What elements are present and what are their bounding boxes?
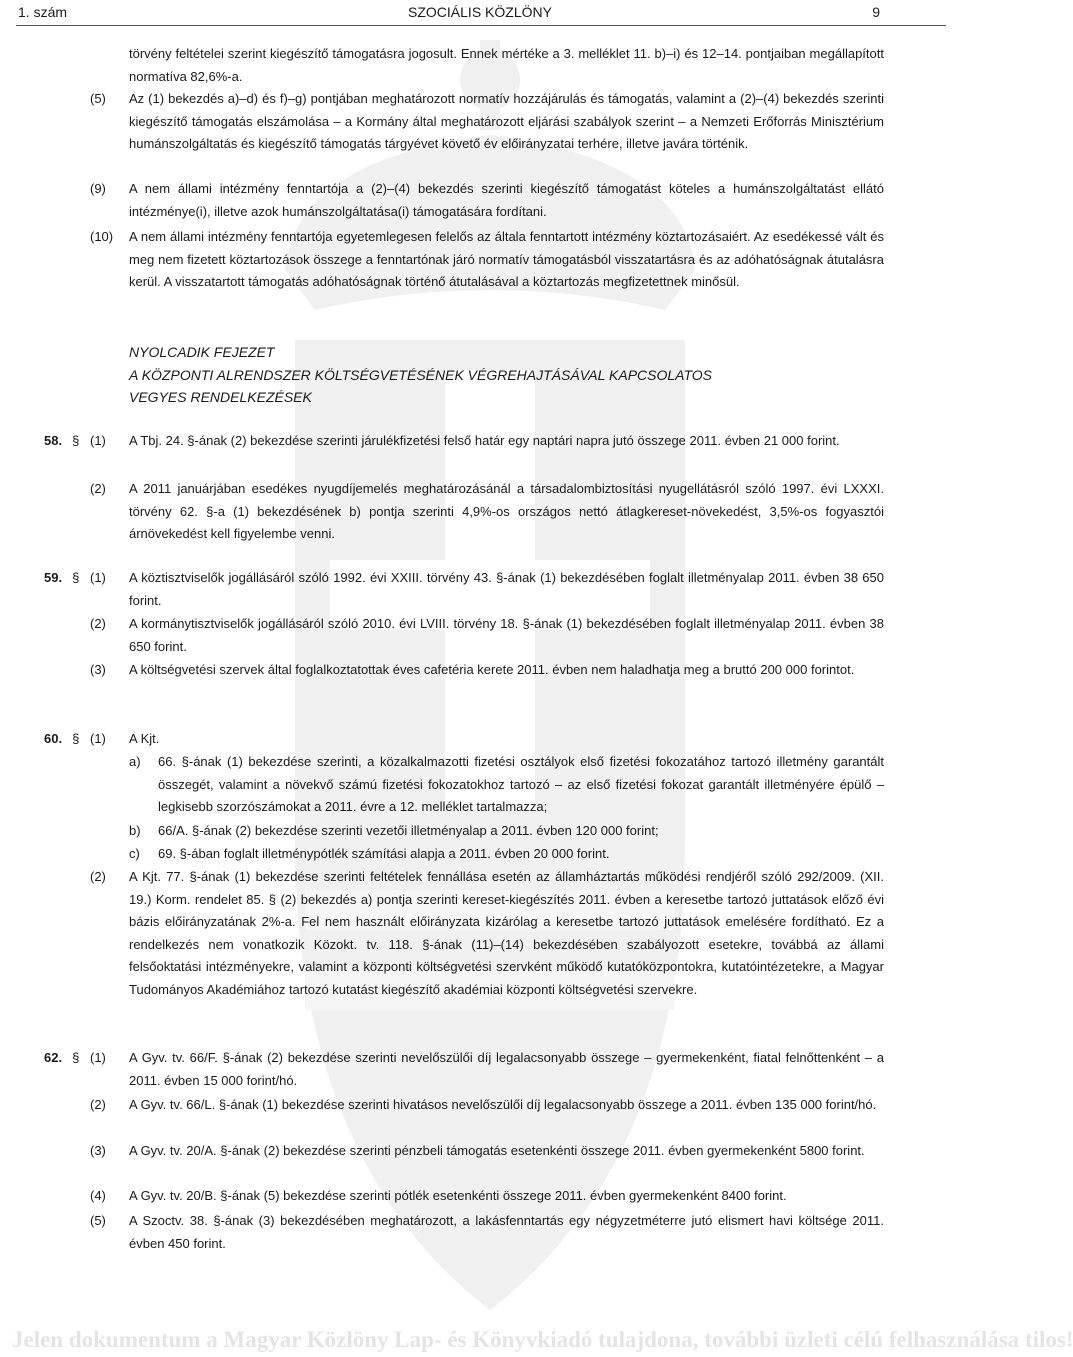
page-number: 9 — [872, 4, 880, 20]
paragraph-text: A Kjt. 77. §-ának (1) bekezdése szerinti feltételek fennállása esetén az államháztartás működési rendjéről szóló 292/2009. (XII. 19.) Korm. rendelet 85. § (2) bekezdés a) pontja szerinti kereset-kiegészítés 2011. évben a keresetbe tartozó juttatások előző évi bázis előirányzatának 2%-a. Fel nem használt előirányzata kizárólag a keresetbe tartozó juttatások emelésére fordítható. Ez a rendelkezés nem vonatkozik Közokt. tv. 118. §-ának (11)–(14) bekezdésében szabályozott esetekre, továbbá az állami felsőoktatási intézményekre, valamint a központi költségvetési szervként működő kutatóközpontokra, kutatóintézetekre, a Magyar Tudományos Akadémiához tartozó kutatást kiegészítő akadémiai központi költségvetési szervekre. — [129, 869, 884, 997]
list-item-letter: a) — [129, 754, 141, 769]
paragraph-text: A Tbj. 24. §-ának (2) bekezdése szerinti járulékfizetési felső határ egy naptári napra jutó összege 2011. évben 21 000 forint. — [129, 433, 840, 448]
list-item-letter: c) — [129, 846, 140, 861]
paragraph-number: (4) — [90, 1188, 106, 1203]
issue-number: 1. szám — [18, 4, 68, 20]
paragraph-number: (2) — [90, 1097, 106, 1112]
paragraph-text: A költségvetési szervek által foglalkoztatottak éves cafetéria kerete 2011. évben nem haladhatja meg a bruttó 200 000 forintot. — [129, 662, 855, 677]
paragraph-number: (1) — [90, 433, 106, 448]
paragraph-text: A 2011 januárjában esedékes nyugdíjemelés meghatározásánál a társadalombiztosítási nyugellátásról szóló 1997. évi LXXXI. törvény 62. §-a (1) bekezdésének b) pontja szerinti 4,9%-os országos nettó átlagkereset-növekedést, 3,5%-os fogyasztói árnövekedést kell figyelembe venni. — [129, 481, 884, 541]
section-58-label: 58. § — [44, 433, 80, 448]
section-60-label: 60. § — [44, 731, 80, 746]
paragraph-number: (2) — [90, 616, 106, 631]
paragraph-number: (1) — [90, 570, 106, 585]
paragraph-text: A kormánytisztviselők jogállásáról szóló 2010. évi LVIII. törvény 18. §-ának (1) bekezdésében foglalt illetményalap 2011. évben 38 650 forint. — [129, 616, 884, 654]
paragraph-number: (1) — [90, 1050, 106, 1065]
paragraph-number: (2) — [90, 481, 106, 496]
paragraph-text: A Gyv. tv. 20/B. §-ának (5) bekezdése szerinti pótlék esetenkénti összege 2011. évben gyermekenként 8400 forint. — [129, 1188, 787, 1203]
publication-title: SZOCIÁLIS KÖZLÖNY — [408, 4, 552, 20]
chapter-subtitle: VEGYES RENDELKEZÉSEK — [129, 389, 312, 405]
paragraph-number: (3) — [90, 1143, 106, 1158]
paragraph-number: (3) — [90, 662, 106, 677]
paragraph-number: (5) — [90, 91, 106, 106]
paragraph-text: A Kjt. — [129, 731, 160, 746]
list-item-text: 66. §-ának (1) bekezdése szerinti, a közalkalmazotti fizetési osztályok első fizetési fokozatához tartozó illetmény garantált összegét, valamint a növekvő számú fizetési fokozatokhoz tartozó – az első fizetési fokozat garantált illetményére épülő – legkisebb szorzószámokat a 2011. évre a 12. melléklet tartalmazza; — [158, 754, 884, 814]
section-59-label: 59. § — [44, 570, 80, 585]
paragraph-text: A Gyv. tv. 66/L. §-ának (1) bekezdése szerinti hivatásos nevelőszülői díj legalacsonyabb összege a 2011. évben 135 000 forint/hó. — [129, 1097, 877, 1112]
intro-paragraph: törvény feltételei szerint kiegészítő támogatásra jogosult. Ennek mértéke a 3. melléklet 11. b)–i) és 12–14. pontjaiban megállapított normatíva 82,6%-a. — [129, 46, 884, 84]
chapter-title: A KÖZPONTI ALRENDSZER KÖLTSÉGVETÉSÉNEK VÉGREHAJTÁSÁVAL KAPCSOLATOS — [129, 367, 712, 383]
copyright-notice: Jelen dokumentum a Magyar Közlöny Lap- és Könyvkiadó tulajdona, további üzleti célú felhasználása tilos! — [12, 1327, 1073, 1352]
paragraph-text: A köztisztviselők jogállásáról szóló 1992. évi XXIII. törvény 43. §-ának (1) bekezdésében foglalt illetményalap 2011. évben 38 650 forint. — [129, 570, 884, 608]
paragraph-text: A nem állami intézmény fenntartója egyetemlegesen felelős az általa fenntartott intézmény köztartozásaiért. Az esedékessé vált és meg nem fizetett köztartozások összege a fenntartónak járó normatív támogatásból visszatartásra és az adóhatóságnak átutalásra kerül. A visszatartott támogatás adóhatóságnak történő átutalásával a köztartozás megfizetettnek minősül. — [129, 229, 884, 289]
paragraph-text: A Gyv. tv. 66/F. §-ának (2) bekezdése szerinti nevelőszülői díj legalacsonyabb összege – gyermekenként, fiatal felnőttenként – a 2011. évben 15 000 forint/hó. — [129, 1050, 884, 1088]
paragraph-text: A Szoctv. 38. §-ának (3) bekezdésében meghatározott, a lakásfenntartás egy négyzetméterre jutó elismert havi költsége 2011. évben 450 forint. — [129, 1213, 884, 1251]
paragraph-text: Az (1) bekezdés a)–d) és f)–g) pontjában meghatározott normatív hozzájárulás és támogatás, valamint a (2)–(4) bekezdés szerinti kiegészítő támogatás elszámolása – a Kormány által meghatározott eljárási szabályok szerint – a Nemzeti Erőforrás Minisztérium humánszolgáltatás és kiegészítő támogatás tárgyévet követő év előirányzatai terhére, illetve javára történik. — [129, 91, 884, 151]
list-item-text: 66/A. §-ának (2) bekezdése szerinti vezetői illetményalap a 2011. évben 120 000 forint; — [158, 823, 659, 838]
chapter-number: NYOLCADIK FEJEZET — [129, 344, 275, 360]
paragraph-number: (10) — [90, 229, 114, 244]
paragraph-text: A nem állami intézmény fenntartója a (2)–(4) bekezdés szerinti kiegészítő támogatást köteles a humánszolgáltatást ellátó intézménye(i), illetve azok humánszolgáltatása(i) támogatására fordítani. — [129, 181, 884, 219]
paragraph-number: (9) — [90, 181, 106, 196]
paragraph-number: (1) — [90, 731, 106, 746]
list-item-letter: b) — [129, 823, 141, 838]
list-item-text: 69. §-ában foglalt illetménypótlék számítási alapja a 2011. évben 20 000 forint. — [158, 846, 610, 861]
paragraph-number: (2) — [90, 869, 106, 884]
section-62-label: 62. § — [44, 1050, 80, 1065]
paragraph-text: A Gyv. tv. 20/A. §-ának (2) bekezdése szerinti pénzbeli támogatás esetenkénti összege 2011. évben gyermekenként 5800 forint. — [129, 1143, 865, 1158]
paragraph-number: (5) — [90, 1213, 106, 1228]
